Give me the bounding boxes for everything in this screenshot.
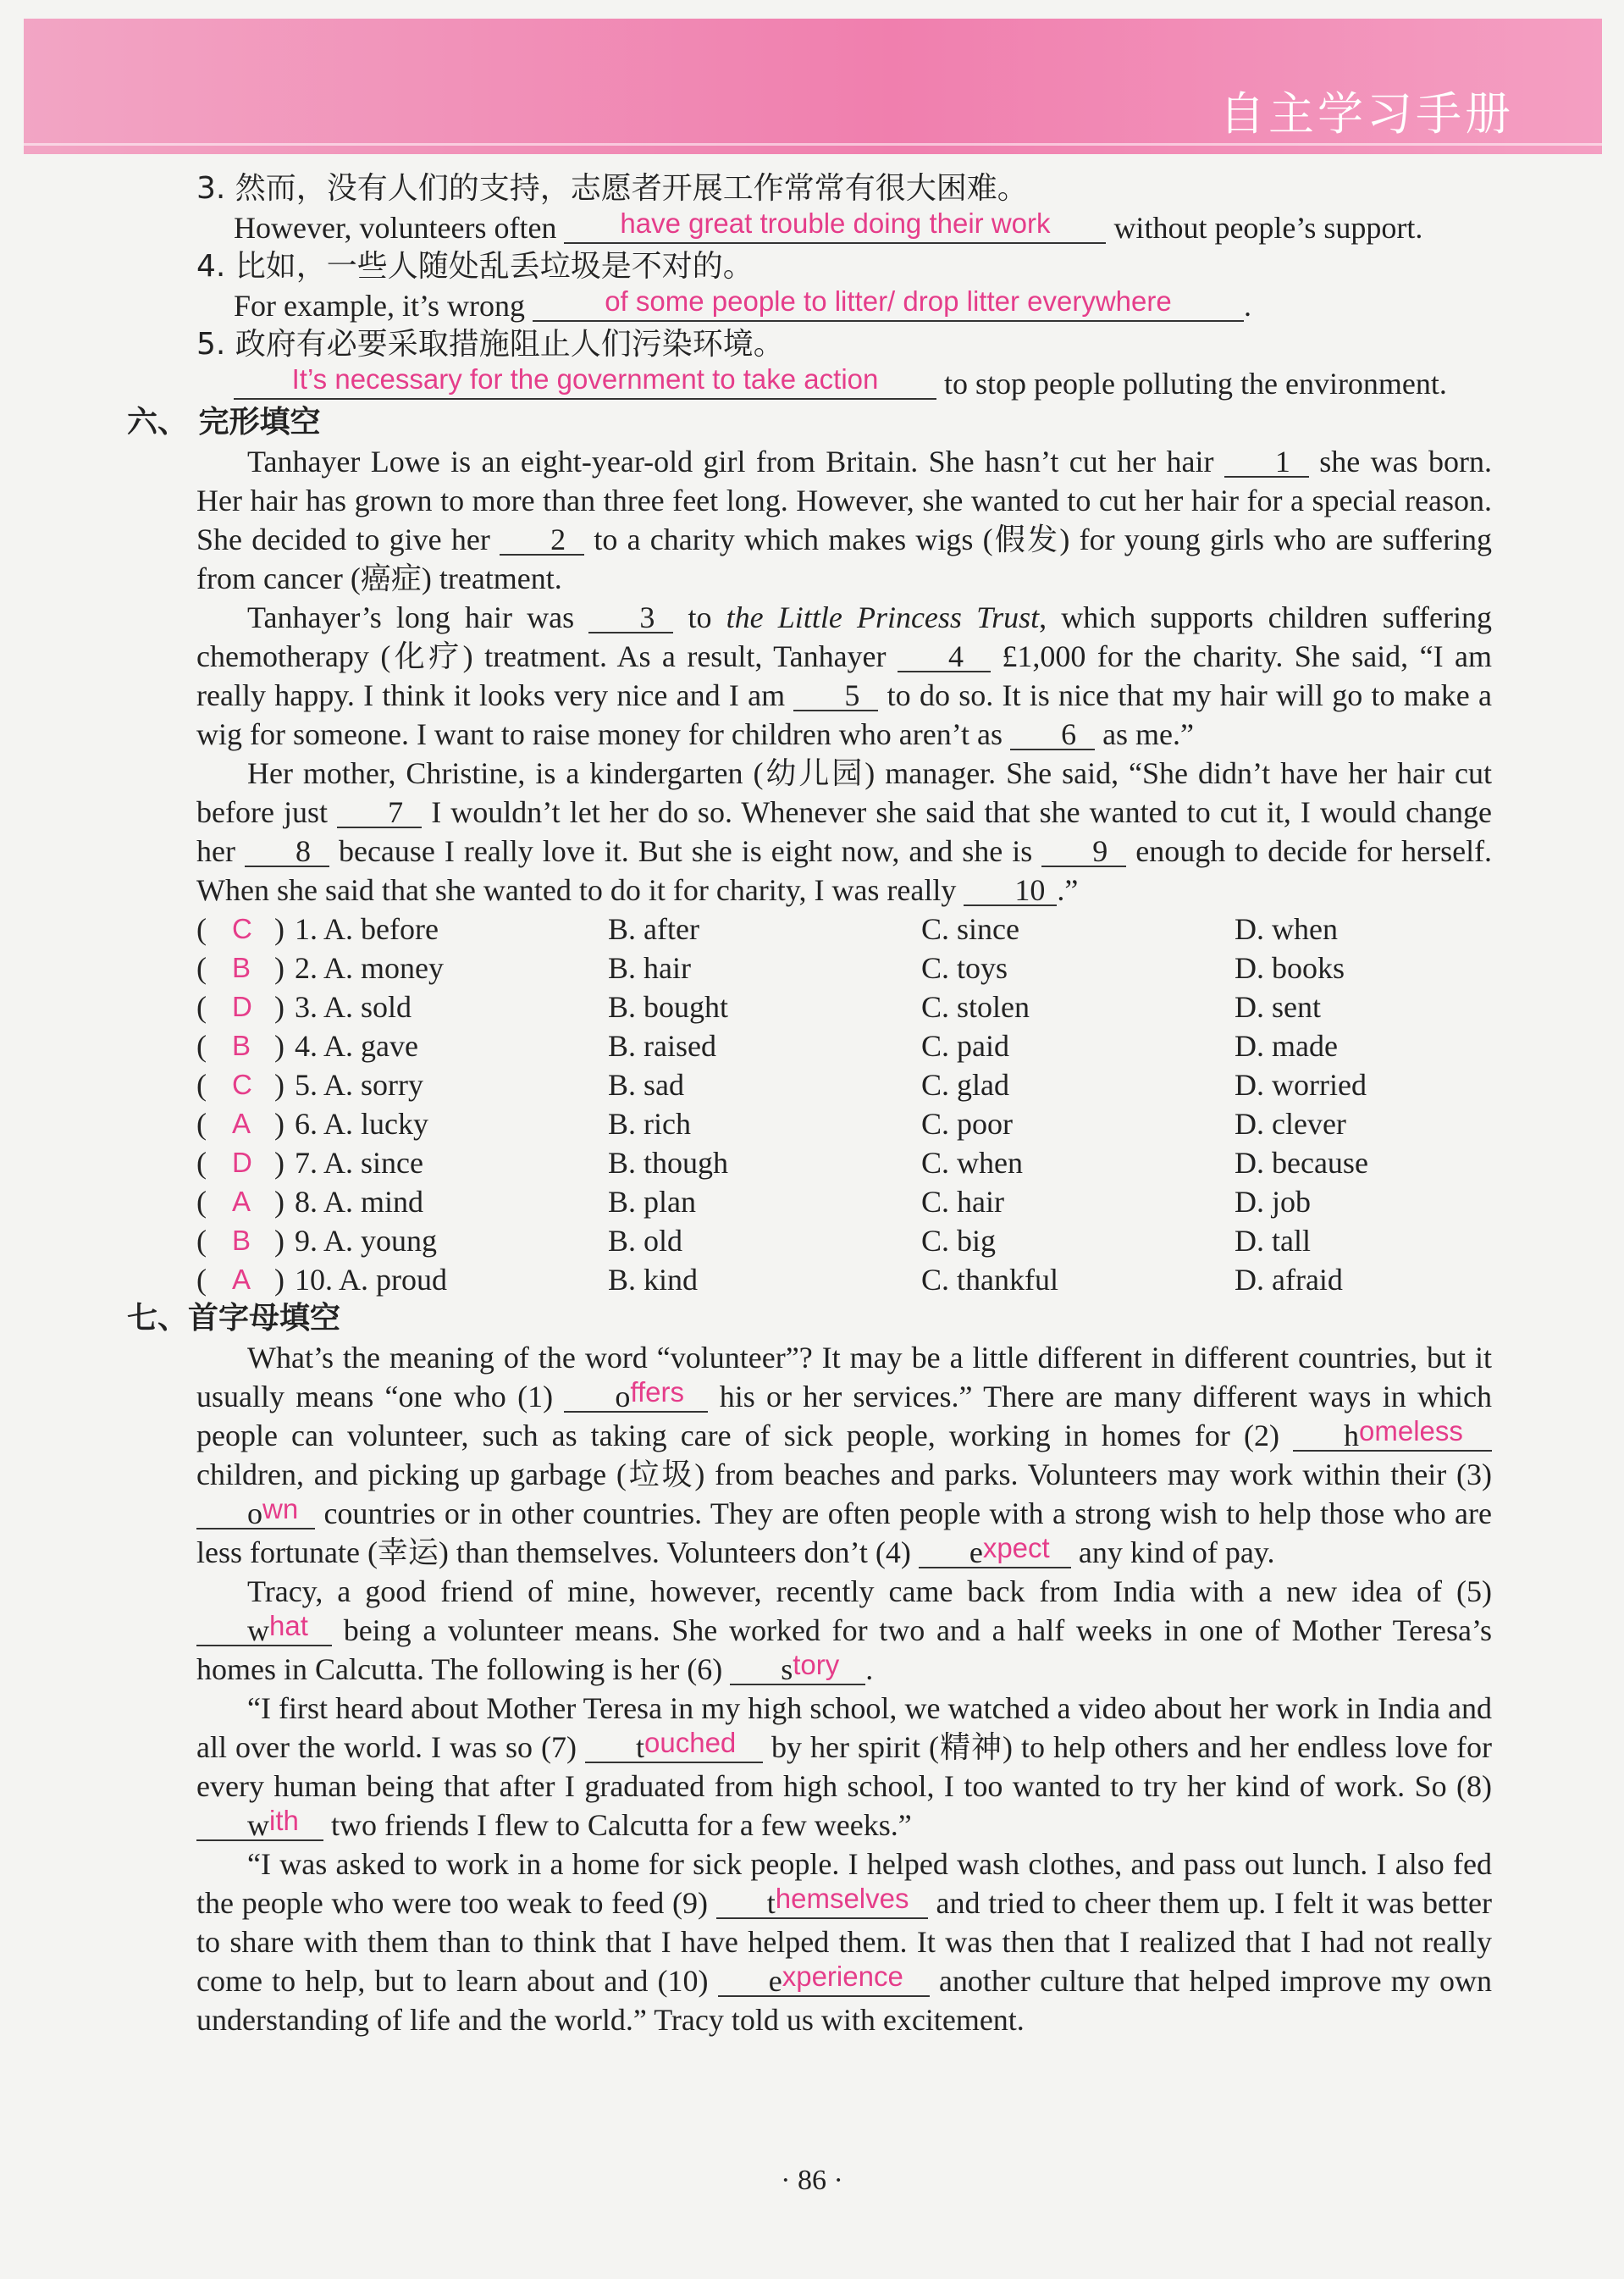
cloze-blank-8[interactable]: [245, 832, 329, 867]
blank-number: 8: [295, 834, 311, 868]
text: , which supports children suffering chemotherapy (化疗) treatment. As a result, Tanhayer: [196, 600, 1492, 673]
text: I wouldn’t let her do so. Whenever she said that she wanted to cut it, I would change her: [196, 795, 1493, 868]
translation-5-line: [234, 364, 1529, 403]
initial-letter: t: [766, 1886, 776, 1920]
option-d: D. when: [1235, 912, 1338, 946]
option-b: B. though: [608, 1146, 729, 1180]
initial-blank-5[interactable]: [196, 1611, 332, 1646]
option-a: 5. A. sorry: [295, 1068, 423, 1102]
translation-4-line: [234, 286, 1529, 325]
option-c: C. when: [921, 1146, 1023, 1180]
initial-letter: o: [247, 1496, 262, 1530]
answer: hat: [269, 1610, 308, 1641]
initial-blank-8[interactable]: [196, 1806, 323, 1841]
chosen-answer[interactable]: D: [232, 1147, 252, 1178]
translation-5-blank[interactable]: [234, 364, 936, 400]
text: Tracy, a good friend of mine, however, recently came back from India with a new idea of (5): [247, 1574, 1492, 1608]
header-title: 自主学习手册: [1219, 87, 1514, 141]
initial-paragraph-2: [196, 1572, 1492, 1689]
translation-4-blank[interactable]: [533, 286, 1244, 322]
translation-3-blank[interactable]: [564, 208, 1106, 244]
answer: omeless: [1359, 1415, 1463, 1447]
option-c: C. thankful: [921, 1263, 1058, 1297]
initial-letter: s: [781, 1652, 793, 1686]
blank-number: 7: [388, 795, 404, 829]
option-a: 1. A. before: [295, 912, 439, 946]
initial-blank-2[interactable]: [1293, 1416, 1492, 1452]
initial-blank-1[interactable]: [564, 1377, 708, 1413]
initial-paragraph-3: [196, 1689, 1492, 1845]
italic-title: the Little Princess Trust: [726, 600, 1040, 634]
text: being a volunteer means. She worked for two and a half weeks in one of Mother Teresa’s homes in Calcutta. The following is her (6): [196, 1613, 1492, 1686]
option-d: D. afraid: [1235, 1263, 1343, 1297]
cloze-options: [196, 910, 1492, 1299]
initial-paragraph-4: [196, 1845, 1492, 2039]
option-c: C. glad: [921, 1068, 1009, 1102]
cloze-blank-5[interactable]: [793, 676, 878, 711]
answer: tory: [793, 1649, 840, 1680]
option-a: 10. A. proud: [295, 1263, 447, 1297]
option-row: ( C ) 5. A. sorry B. sad C. glad D. worried: [196, 1065, 1492, 1104]
cloze-blank-2[interactable]: [500, 520, 584, 556]
initial-letter: e: [969, 1535, 983, 1569]
option-a: 9. A. young: [295, 1224, 438, 1258]
option-row: ( B ) 9. A. young B. old C. big D. tall: [196, 1221, 1492, 1260]
text: “I first heard about Mother Teresa in my high school, we watched a video about her work in India and all over the world. I was so (7): [196, 1691, 1492, 1764]
answer: ith: [269, 1805, 299, 1836]
blank-number: 2: [550, 523, 566, 556]
translation-4-answer: of some people to litter/ drop litter everywhere: [605, 285, 1172, 317]
text: countries or in other countries. They are often people with a strong wish to help those who are less fortunate (幸运) than themselves. Volunteers don’t (4): [196, 1496, 1492, 1569]
option-d: D. because: [1235, 1146, 1368, 1180]
initial-letter: w: [247, 1613, 269, 1647]
option-c: C. hair: [921, 1185, 1004, 1219]
option-row: ( B ) 4. A. gave B. raised C. paid D. made: [196, 1026, 1492, 1065]
option-row: ( A ) 8. A. mind B. plan C. hair D. job: [196, 1182, 1492, 1221]
blank-number: 6: [1061, 717, 1077, 751]
text: his or her services.” There are many different ways in which people can volunteer, such as taking care of sick people, working in homes for (2): [196, 1380, 1492, 1452]
option-row: ( D ) 7. A. since B. though C. when D. because: [196, 1143, 1492, 1182]
cloze-blank-9[interactable]: [1041, 832, 1126, 867]
option-b: B. rich: [608, 1107, 691, 1141]
cloze-blank-10[interactable]: [964, 871, 1057, 906]
blank-number: 3: [639, 600, 655, 634]
initial-blank-9[interactable]: [716, 1883, 928, 1919]
initial-letter: o: [615, 1380, 631, 1413]
chosen-answer[interactable]: B: [232, 952, 251, 983]
cloze-blank-7[interactable]: [337, 793, 422, 828]
text: to do so. It is nice that my hair will go to make a wig for someone. I want to raise money for children who aren’t as: [196, 678, 1492, 751]
answer: wn: [262, 1493, 299, 1524]
text: to: [688, 600, 712, 634]
cloze-blank-1[interactable]: [1224, 442, 1309, 478]
option-a: 2. A. money: [295, 951, 444, 985]
option-c: C. toys: [921, 951, 1008, 985]
option-row: ( A ) 10. A. proud B. kind C. thankful D. afraid: [196, 1260, 1492, 1299]
blank-number: 4: [947, 639, 964, 673]
chosen-answer[interactable]: B: [232, 1030, 251, 1061]
text: children, and picking up garbage (垃圾) from beaches and parks. Volunteers may work within their (3): [196, 1458, 1492, 1491]
text: What’s the meaning of the word “volunteer”? It may be a little different in different countries, but it usually means “one who (1): [196, 1341, 1492, 1413]
option-a: 3. A. sold: [295, 990, 412, 1024]
option-row: ( B ) 2. A. money B. hair C. toys D. books: [196, 949, 1492, 987]
initial-blank-4[interactable]: [919, 1533, 1071, 1568]
option-c: C. since: [921, 912, 1019, 946]
option-c: C. paid: [921, 1029, 1009, 1063]
translation-3-post: without people’s support.: [1113, 211, 1423, 245]
text: two friends I flew to Calcutta for a few weeks.”: [331, 1808, 912, 1842]
option-b: B. kind: [608, 1263, 699, 1297]
text: as me.”: [1102, 717, 1195, 751]
option-row: ( C ) 1. A. before B. after C. since D. when: [196, 910, 1492, 949]
chosen-answer[interactable]: D: [232, 991, 252, 1022]
chosen-answer[interactable]: C: [232, 1069, 252, 1100]
text: £1,000 for the charity. She said, “I am really happy. I think it looks very nice and I am: [196, 639, 1493, 712]
option-b: B. after: [608, 912, 699, 946]
chosen-answer[interactable]: A: [232, 1264, 251, 1295]
cloze-paragraph-2: [196, 598, 1492, 754]
option-d: D. books: [1235, 951, 1345, 985]
header-rule: [24, 143, 1602, 146]
blank-number: 5: [844, 678, 860, 712]
text: to a charity which makes wigs (假发) for young girls who are suffering from cancer (癌症) treatment.: [196, 523, 1493, 595]
chosen-answer[interactable]: C: [232, 913, 252, 944]
option-b: B. raised: [608, 1029, 716, 1063]
text: because I really love it. But she is eight now, and she is: [338, 834, 1033, 868]
text: Tanhayer’s long hair was: [247, 600, 575, 634]
option-a: 6. A. lucky: [295, 1107, 428, 1141]
text: Tanhayer Lowe is an eight-year-old girl from Britain. She hasn’t cut her hair: [247, 445, 1214, 478]
cloze-blank-4[interactable]: [898, 637, 991, 672]
option-d: D. job: [1235, 1185, 1311, 1219]
initial-blank-7[interactable]: [585, 1728, 763, 1763]
chosen-answer[interactable]: A: [232, 1108, 251, 1139]
translation-4-pre: For example, it’s wrong: [234, 289, 525, 323]
cloze-heading: 六、 完形填空: [127, 405, 321, 440]
option-row: ( D ) 3. A. sold B. bought C. stolen D. sent: [196, 987, 1492, 1026]
option-a: 4. A. gave: [295, 1029, 418, 1063]
translation-5-cn: 5. 政府有必要采取措施阻止人们污染环境。: [196, 327, 784, 362]
option-b: B. bought: [608, 990, 729, 1024]
text: .: [865, 1652, 874, 1686]
text: any kind of pay.: [1078, 1535, 1275, 1569]
translation-3-answer: have great trouble doing their work: [620, 207, 1051, 239]
translation-4-cn: 4. 比如，一些人随处乱丢垃圾是不对的。: [196, 249, 754, 284]
option-d: D. clever: [1235, 1107, 1346, 1141]
option-d: D. made: [1235, 1029, 1338, 1063]
blank-number: 10: [1014, 873, 1046, 907]
initial-paragraph-1: [196, 1338, 1492, 1572]
text: .”: [1057, 873, 1079, 907]
initial-letter: h: [1344, 1419, 1359, 1452]
text: another culture that helped improve my own understanding of life and the world.” Tracy told us with excitement.: [196, 1964, 1493, 2037]
cloze-blank-3[interactable]: [588, 598, 673, 633]
text: Her mother, Christine, is a kindergarten (幼儿园) manager. She said, “She didn’t have her hair cut before just: [196, 756, 1493, 829]
page-content: [127, 169, 1493, 2039]
initial-letter: e: [768, 1964, 782, 1998]
translation-3-cn: 3. 然而，没有人们的支持，志愿者开展工作常常有很大困难。: [196, 171, 1028, 206]
answer: hemselves: [775, 1883, 909, 1914]
initial-blank-10[interactable]: [718, 1961, 930, 1997]
option-c: C. poor: [921, 1107, 1013, 1141]
initial-letter: t: [636, 1730, 645, 1764]
text: enough to decide for herself. When she said that she wanted to do it for charity, I was really: [196, 834, 1493, 907]
answer: xperience: [782, 1961, 903, 1992]
text: “I was asked to work in a home for sick people. I helped wash clothes, and pass out lunch. I also fed the people who were too weak to feed (9): [196, 1847, 1492, 1920]
chosen-answer[interactable]: B: [232, 1225, 251, 1256]
page-number: · 86 ·: [781, 2165, 843, 2196]
text: she was born. Her hair has grown to more than three feet long. However, she wanted to cut her hair for a special reason. She decided to give her: [196, 445, 1493, 556]
option-c: C. big: [921, 1224, 997, 1258]
option-c: C. stolen: [921, 990, 1030, 1024]
answer: ouched: [644, 1727, 737, 1758]
text: and tried to cheer them up. I felt it was better to share with them than to think that I have helped them. It was then that I realized that I had not really come to help, but to learn about and (10): [196, 1886, 1493, 1998]
option-d: D. sent: [1235, 990, 1321, 1024]
initial-blank-6[interactable]: [730, 1650, 865, 1685]
text: by her spirit (精神) to help others and her endless love for every human being that after I graduated from high school, I too wanted to try her kind of work. So (8): [196, 1730, 1492, 1803]
translation-5-post: to stop people polluting the environment.: [944, 367, 1447, 401]
option-row: ( A ) 6. A. lucky B. rich C. poor D. clever: [196, 1104, 1492, 1143]
option-b: B. plan: [608, 1185, 696, 1219]
answer: xpect: [982, 1532, 1050, 1563]
blank-number: 9: [1092, 834, 1108, 868]
translation-3-line: [234, 208, 1529, 247]
option-b: B. old: [608, 1224, 683, 1258]
option-a: 8. A. mind: [295, 1185, 424, 1219]
option-b: B. hair: [608, 951, 691, 985]
option-b: B. sad: [608, 1068, 684, 1102]
translation-4-post: .: [1243, 289, 1251, 323]
initial-letter: w: [247, 1808, 269, 1842]
initial-letter-heading: 七、首字母填空: [127, 1301, 341, 1336]
option-a: 7. A. since: [295, 1146, 423, 1180]
cloze-paragraph-3: [196, 754, 1492, 910]
option-d: D. worried: [1235, 1068, 1367, 1102]
translation-5-answer: It’s necessary for the government to take action: [291, 363, 879, 395]
initial-blank-3[interactable]: [196, 1494, 315, 1529]
translation-3-pre: However, volunteers often: [234, 211, 557, 245]
answer: ffers: [630, 1376, 684, 1408]
option-d: D. tall: [1235, 1224, 1311, 1258]
blank-number: 1: [1274, 445, 1290, 478]
cloze-paragraph-1: [196, 442, 1492, 598]
chosen-answer[interactable]: A: [232, 1186, 251, 1217]
cloze-blank-6[interactable]: [1010, 715, 1095, 750]
